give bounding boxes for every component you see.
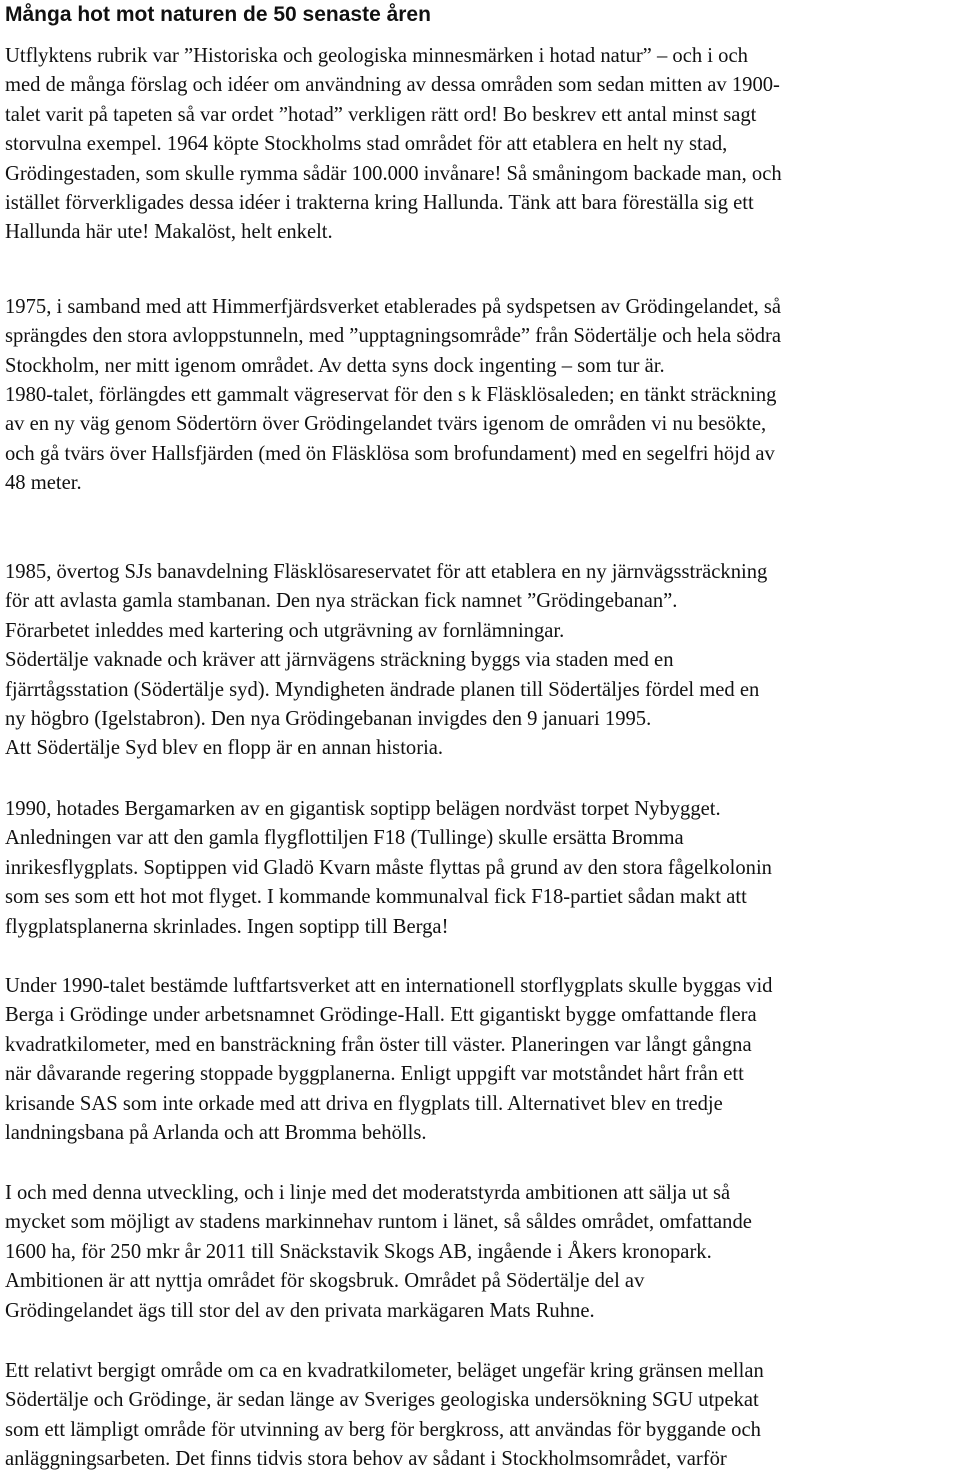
text-line: Anledningen var att den gamla flygflottiljen F18 (Tullinge) skulle ersätta Bromma [5,827,684,850]
document-page [5,0,957,1471]
paragraph [5,558,767,764]
text-line: 1600 ha, för 250 mkr år 2011 till Snäckstavik Skogs AB, ingående i Åkers kronopark. [5,1240,712,1263]
paragraph [5,293,781,381]
text-line: Södertälje och Grödinge, är sedan länge av Sveriges geologiska undersökning SGU utpekat [5,1389,759,1412]
text-line: Grödingelandet ägs till stor del av den privata markägaren Mats Ruhne. [5,1299,595,1322]
text-line: 1985, övertog SJs banavdelning Fläsklösareservatet för att etablera en ny järnvägssträckning [5,561,768,583]
text-line: Grödingestaden, som skulle rymma sådär 100.000 invånare! Så småningom backade man, och [5,162,782,185]
text-line: mycket som möjligt av stadens markinnehav runtom i länet, så såldes området, omfattande [5,1211,752,1234]
text-line: Stockholm, ner mitt igenom området. Av detta syns dock ingenting – som tur är. [5,354,665,377]
text-line: Under 1990-talet bestämde luftfartsverket att en internationell storflygplats skulle byggas vid [5,975,773,997]
text-line: kvadratkilometer, med en bansträckning från öster till väster. Planeringen var långt gångna [5,1033,752,1056]
text-line: av en ny väg genom Södertörn över Grödingelandet tvärs igenom de områden vi nu besökte, [5,413,767,436]
text-line: Utflyktens rubrik var ”Historiska och geologiska minnesmärken i hotad natur” – och i och [5,45,748,67]
paragraph [5,972,772,1148]
text-line: som ses som ett hot mot flyget. I kommande kommunalval fick F18-partiet sådan makt att [5,886,747,909]
text-line: krisande SAS som inte orkade med att driva en flygplats till. Alternativet blev en tredje [5,1092,723,1115]
text-line: för att avlasta gamla stambanan. Den nya sträckan fick namnet ”Grödingebanan”. [5,590,678,613]
text-line: Ett relativt bergigt område om ca en kvadratkilometer, beläget ungefär kring gränsen mellan [5,1360,764,1382]
text-line: istället förverkligades dessa idéer i trakterna kring Hallunda. Tänk att bara föreställa sig ett [5,192,754,215]
text-line: storvulna exempel. 1964 köpte Stockholms stad området för att etablera en helt ny stad, [5,133,728,156]
text-line: Hallunda här ute! Makalöst, helt enkelt. [5,221,333,244]
text-line: Ambitionen är att nyttja området för skogsbruk. Området på Södertälje del av [5,1270,645,1293]
text-line: fjärrtågsstation (Södertälje syd). Myndigheten ändrade planen till Södertäljes fördel med en [5,678,760,701]
paragraph [5,795,772,942]
text-line: ny högbro (Igelstabron). Den nya Grödingebanan invigdes den 9 januari 1995. [5,708,652,731]
text-line: inrikesflygplats. Soptippen vid Gladö Kvarn måste flyttas på grund av den stora fågelkolonin [5,856,772,879]
text-line: och gå tvärs över Hallsfjärden (med ön Fläsklösa som brofundament) med en segelfri höjd av [5,442,775,465]
paragraph [5,1179,752,1326]
text-line: Att Södertälje Syd blev en flopp är en annan historia. [5,737,444,760]
text-line: 1990, hotades Bergamarken av en gigantisk soptipp belägen nordväst torpet Nybygget. [5,798,721,820]
paragraph [5,1357,764,1475]
text-line: med de många förslag och idéer om användning av dessa områden som sedan mitten av 1900- [5,74,780,97]
paragraph [5,381,776,499]
text-line: sprängdes den stora avloppstunneln, med ”upptagningsområde” från Södertälje och hela södra [5,325,782,348]
text-line: som ett lämpligt område för utvinning av berg för bergkross, att användas för byggande och [5,1418,761,1441]
document-title: Många hot mot naturen de 50 senaste åren [5,3,431,26]
text-line: anläggningsarbeten. Det finns tidvis stora behov av sådant i Stockholmsområdet, varför [5,1448,727,1471]
text-line: när dåvarande regering stoppade byggplanerna. Enligt uppgift var motståndet hårt från ett [5,1063,744,1086]
text-line: landningsbana på Arlanda och att Bromma behölls. [5,1122,427,1145]
text-line: flygplatsplanerna skrinlades. Ingen soptipp till Berga! [5,915,449,938]
text-line: Förarbetet inleddes med kartering och utgrävning av fornlämningar. [5,619,565,642]
text-line: 1980-talet, förlängdes ett gammalt vägreservat för den s k Fläsklösaleden; en tänkt sträckning [5,384,777,406]
text-line: talet varit på tapeten så var ordet ”hotad” verkligen rätt ord! Bo beskrev ett antal minst sagt [5,103,757,126]
text-line: Berga i Grödinge under arbetsnamnet Grödinge-Hall. Ett gigantiskt bygge omfattande flera [5,1004,757,1027]
text-line: 48 meter. [5,472,82,495]
paragraph [5,42,782,248]
text-line: 1975, i samband med att Himmerfjärdsverket etablerades på sydspetsen av Grödingelandet, så [5,296,782,318]
text-line: I och med denna utveckling, och i linje med det moderatstyrda ambitionen att sälja ut så [5,1182,731,1204]
text-line: Södertälje vaknade och kräver att järnvägens sträckning byggs via staden med en [5,649,674,672]
